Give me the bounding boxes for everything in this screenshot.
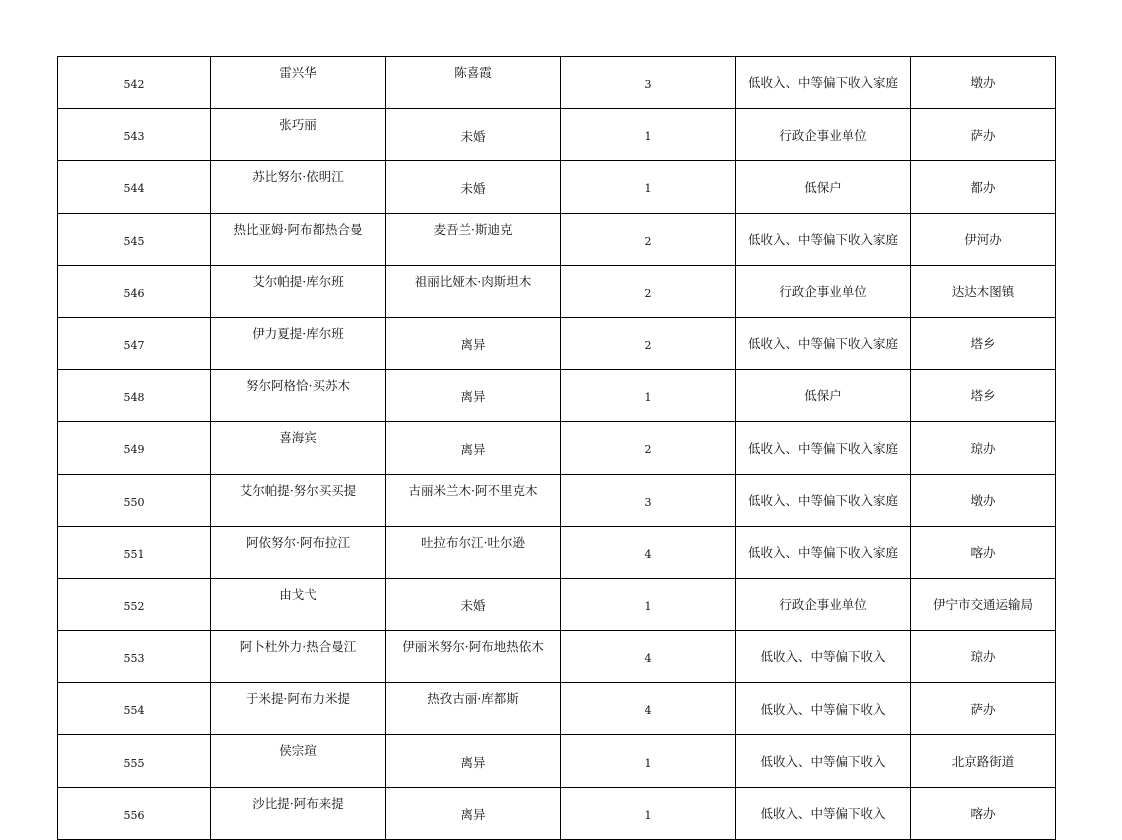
- household-type-cell: 低收入、中等偏下收入: [736, 787, 911, 839]
- row-number-cell: 548: [58, 370, 211, 422]
- row-number-cell: 555: [58, 735, 211, 787]
- table-row: [58, 683, 1056, 735]
- applicant-name-cell: 沙比提·阿布来提: [211, 787, 386, 839]
- household-count-cell: 1: [561, 735, 736, 787]
- unit-cell: 喀办: [911, 526, 1056, 578]
- spouse-cell: 未婚: [386, 578, 561, 630]
- spouse-cell: 陈喜霞: [386, 57, 561, 109]
- table-row: [58, 578, 1056, 630]
- household-type-cell: 低收入、中等偏下收入: [736, 631, 911, 683]
- unit-cell: 琼办: [911, 422, 1056, 474]
- row-number-cell: 544: [58, 161, 211, 213]
- household-type-cell: 行政企事业单位: [736, 109, 911, 161]
- household-type-cell: 低收入、中等偏下收入: [736, 735, 911, 787]
- unit-cell: 喀办: [911, 787, 1056, 839]
- unit-cell: 塔乡: [911, 317, 1056, 369]
- household-count-cell: 2: [561, 317, 736, 369]
- household-count-cell: 2: [561, 265, 736, 317]
- applicant-name-cell: 阿依努尔·阿布拉江: [211, 526, 386, 578]
- row-number-cell: 545: [58, 213, 211, 265]
- household-count-cell: 1: [561, 109, 736, 161]
- row-number-cell: 549: [58, 422, 211, 474]
- unit-cell: 北京路街道: [911, 735, 1056, 787]
- applicant-name-cell: 喜海宾: [211, 422, 386, 474]
- unit-cell: 萨办: [911, 109, 1056, 161]
- household-count-cell: 1: [561, 787, 736, 839]
- household-count-cell: 4: [561, 683, 736, 735]
- household-count-cell: 4: [561, 631, 736, 683]
- table-row: [58, 474, 1056, 526]
- table-row: [58, 526, 1056, 578]
- row-number-cell: 550: [58, 474, 211, 526]
- unit-cell: 伊河办: [911, 213, 1056, 265]
- household-type-cell: 低收入、中等偏下收入家庭: [736, 422, 911, 474]
- spouse-cell: 离异: [386, 787, 561, 839]
- household-count-cell: 3: [561, 474, 736, 526]
- household-count-cell: 2: [561, 422, 736, 474]
- unit-cell: 都办: [911, 161, 1056, 213]
- spouse-cell: 未婚: [386, 161, 561, 213]
- applicant-name-cell: 由戈弋: [211, 578, 386, 630]
- household-count-cell: 1: [561, 578, 736, 630]
- spouse-cell: 吐拉布尔江·吐尔逊: [386, 526, 561, 578]
- household-type-cell: 低收入、中等偏下收入家庭: [736, 57, 911, 109]
- table-row: [58, 317, 1056, 369]
- spouse-cell: 古丽米兰木·阿不里克木: [386, 474, 561, 526]
- spouse-cell: 离异: [386, 422, 561, 474]
- applicant-name-cell: 雷兴华: [211, 57, 386, 109]
- applicant-name-cell: 苏比努尔·依明江: [211, 161, 386, 213]
- spouse-cell: 伊丽米努尔·阿布地热依木: [386, 631, 561, 683]
- applicant-name-cell: 阿卜杜外力·热合曼江: [211, 631, 386, 683]
- household-type-cell: 低收入、中等偏下收入: [736, 683, 911, 735]
- row-number-cell: 546: [58, 265, 211, 317]
- household-type-cell: 行政企事业单位: [736, 265, 911, 317]
- household-count-cell: 1: [561, 370, 736, 422]
- unit-cell: 琼办: [911, 631, 1056, 683]
- table-row: [58, 787, 1056, 839]
- table-row: [58, 735, 1056, 787]
- household-type-cell: 低收入、中等偏下收入家庭: [736, 526, 911, 578]
- household-type-cell: 低保户: [736, 370, 911, 422]
- table-row: [58, 422, 1056, 474]
- household-type-cell: 低收入、中等偏下收入家庭: [736, 317, 911, 369]
- row-number-cell: 543: [58, 109, 211, 161]
- table-body: [58, 57, 1056, 840]
- table-row: [58, 265, 1056, 317]
- table-row: [58, 631, 1056, 683]
- applicant-name-cell: 张巧丽: [211, 109, 386, 161]
- table-row: [58, 57, 1056, 109]
- applicant-name-cell: 侯宗瑄: [211, 735, 386, 787]
- row-number-cell: 554: [58, 683, 211, 735]
- row-number-cell: 556: [58, 787, 211, 839]
- household-count-cell: 1: [561, 161, 736, 213]
- applicant-name-cell: 艾尔帕提·努尔买买提: [211, 474, 386, 526]
- applicant-name-cell: 努尔阿格恰·买苏木: [211, 370, 386, 422]
- household-type-cell: 低收入、中等偏下收入家庭: [736, 213, 911, 265]
- unit-cell: 萨办: [911, 683, 1056, 735]
- spouse-cell: 离异: [386, 317, 561, 369]
- row-number-cell: 553: [58, 631, 211, 683]
- spouse-cell: 未婚: [386, 109, 561, 161]
- applicant-name-cell: 艾尔帕提·库尔班: [211, 265, 386, 317]
- spouse-cell: 离异: [386, 370, 561, 422]
- applicant-name-cell: 热比亚姆·阿布都热合曼: [211, 213, 386, 265]
- unit-cell: 塔乡: [911, 370, 1056, 422]
- row-number-cell: 552: [58, 578, 211, 630]
- household-count-cell: 2: [561, 213, 736, 265]
- spouse-cell: 离异: [386, 735, 561, 787]
- household-count-cell: 3: [561, 57, 736, 109]
- table-row: [58, 161, 1056, 213]
- household-count-cell: 4: [561, 526, 736, 578]
- spouse-cell: 麦吾兰·斯迪克: [386, 213, 561, 265]
- table-row: [58, 370, 1056, 422]
- household-type-cell: 低收入、中等偏下收入家庭: [736, 474, 911, 526]
- household-type-cell: 低保户: [736, 161, 911, 213]
- table-row: [58, 109, 1056, 161]
- table-row: [58, 213, 1056, 265]
- unit-cell: 伊宁市交通运输局: [911, 578, 1056, 630]
- row-number-cell: 551: [58, 526, 211, 578]
- applicant-name-cell: 于米提·阿布力米提: [211, 683, 386, 735]
- unit-cell: 达达木图镇: [911, 265, 1056, 317]
- unit-cell: 墩办: [911, 57, 1056, 109]
- spouse-cell: 热孜古丽·库都斯: [386, 683, 561, 735]
- row-number-cell: 547: [58, 317, 211, 369]
- applicant-table: [57, 56, 1056, 840]
- unit-cell: 墩办: [911, 474, 1056, 526]
- applicant-name-cell: 伊力夏提·库尔班: [211, 317, 386, 369]
- spouse-cell: 祖丽比娅木·肉斯坦木: [386, 265, 561, 317]
- row-number-cell: 542: [58, 57, 211, 109]
- household-type-cell: 行政企事业单位: [736, 578, 911, 630]
